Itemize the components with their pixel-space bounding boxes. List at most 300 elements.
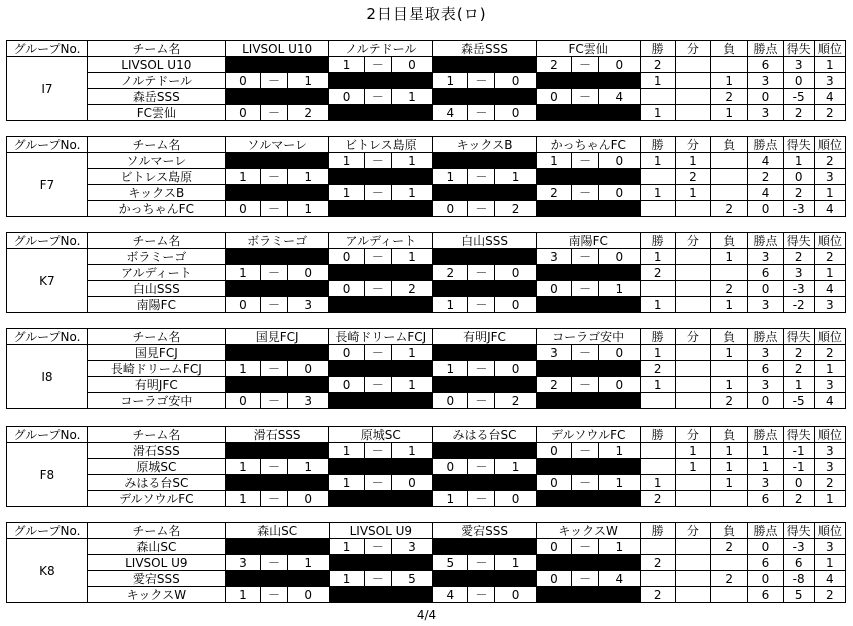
- team-name: 森岳SSS: [87, 89, 225, 105]
- stat-wins: 1: [640, 345, 675, 361]
- stat-rank: 3: [814, 297, 845, 313]
- team-name: 原城SC: [87, 459, 225, 475]
- header-rank: 順位: [814, 427, 845, 443]
- score-dash: －: [261, 491, 288, 507]
- team-row: [7, 345, 846, 361]
- blank-cell: [433, 539, 537, 555]
- score-for: 0: [225, 73, 260, 89]
- score-dash: －: [572, 475, 599, 491]
- stat-draws: [675, 475, 710, 491]
- stat-goal-diff: 3: [783, 265, 814, 281]
- stat-wins: [640, 459, 675, 475]
- header-opponent: アルディート: [329, 233, 433, 249]
- stat-points: 6: [748, 491, 783, 507]
- blank-cell: [329, 105, 433, 121]
- stat-rank: 1: [814, 555, 845, 571]
- header-loss: 負: [711, 41, 748, 57]
- blank-cell: [225, 539, 329, 555]
- stat-losses: 1: [711, 73, 748, 89]
- stat-rank: 3: [814, 73, 845, 89]
- team-name: 南陽FC: [87, 297, 225, 313]
- blank-cell: [536, 265, 640, 281]
- stat-losses: [711, 153, 748, 169]
- group-table: [6, 136, 846, 217]
- stat-goal-diff: -3: [783, 539, 814, 555]
- team-row: [7, 393, 846, 409]
- stat-wins: 1: [640, 377, 675, 393]
- team-name: 愛宕SSS: [87, 571, 225, 587]
- stat-losses: 1: [711, 459, 748, 475]
- stat-goal-diff: -5: [783, 89, 814, 105]
- stat-points: 3: [748, 345, 783, 361]
- score-dash: －: [572, 571, 599, 587]
- team-row: [7, 89, 846, 105]
- stat-draws: 1: [675, 185, 710, 201]
- team-name: 森山SC: [87, 539, 225, 555]
- stat-draws: 1: [675, 459, 710, 475]
- header-opponent: ビトレス島原: [329, 137, 433, 153]
- header-row: [7, 329, 846, 345]
- score-against: 0: [599, 249, 641, 265]
- stat-points: 6: [748, 555, 783, 571]
- score-against: 0: [288, 361, 329, 377]
- header-points: 勝点: [748, 329, 783, 345]
- score-dash: －: [364, 57, 391, 73]
- header-opponent: ソルマーレ: [225, 137, 329, 153]
- score-against: 5: [391, 571, 432, 587]
- stat-losses: 2: [711, 393, 748, 409]
- team-row: [7, 153, 846, 169]
- score-against: 1: [599, 281, 641, 297]
- header-draw: 分: [675, 523, 710, 539]
- blank-cell: [433, 249, 537, 265]
- header-rank: 順位: [814, 329, 845, 345]
- stat-draws: [675, 73, 710, 89]
- score-for: 1: [433, 169, 468, 185]
- blank-cell: [536, 393, 640, 409]
- blank-cell: [225, 443, 329, 459]
- score-against: 1: [287, 169, 328, 185]
- score-for: 2: [433, 265, 468, 281]
- score-against: 0: [599, 185, 641, 201]
- stat-goal-diff: -1: [783, 443, 814, 459]
- header-group: グループNo.: [7, 523, 88, 539]
- group-id: F8: [7, 443, 88, 507]
- blank-cell: [433, 475, 537, 491]
- stat-wins: [640, 169, 675, 185]
- stat-rank: 2: [814, 153, 845, 169]
- score-dash: －: [572, 377, 599, 393]
- blank-cell: [536, 201, 640, 217]
- score-against: 4: [599, 571, 640, 587]
- stat-goal-diff: 2: [783, 345, 814, 361]
- group-id: I8: [7, 345, 88, 409]
- stat-points: 4: [748, 185, 783, 201]
- score-for: 1: [433, 297, 468, 313]
- header-row: [7, 137, 846, 153]
- stat-wins: 2: [640, 587, 675, 603]
- score-against: 1: [495, 459, 537, 475]
- team-name: ビトレス島原: [87, 169, 225, 185]
- stat-points: 3: [748, 105, 783, 121]
- group-table: [6, 426, 846, 507]
- score-against: 1: [495, 555, 536, 571]
- header-team: チーム名: [87, 427, 225, 443]
- stat-rank: 4: [814, 571, 845, 587]
- stat-points: 3: [748, 73, 783, 89]
- score-for: 1: [329, 153, 364, 169]
- score-for: 0: [433, 459, 468, 475]
- group-id: K8: [7, 539, 88, 603]
- blank-cell: [329, 361, 433, 377]
- blank-cell: [433, 185, 537, 201]
- team-name: ボラミーゴ: [87, 249, 225, 265]
- blank-cell: [329, 297, 433, 313]
- score-for: 0: [536, 281, 571, 297]
- team-name: デルソウルFC: [87, 491, 225, 507]
- blank-cell: [225, 249, 329, 265]
- header-points: 勝点: [748, 427, 783, 443]
- stat-losses: 1: [711, 443, 748, 459]
- header-goal-diff: 得失: [783, 427, 814, 443]
- group-table: [6, 40, 846, 121]
- blank-cell: [433, 281, 537, 297]
- score-dash: －: [572, 249, 599, 265]
- stat-losses: [711, 265, 748, 281]
- group-table: [6, 522, 846, 603]
- team-row: [7, 443, 846, 459]
- header-goal-diff: 得失: [783, 233, 814, 249]
- stat-points: 4: [748, 153, 783, 169]
- stat-goal-diff: 6: [783, 555, 814, 571]
- score-for: 1: [536, 153, 571, 169]
- blank-cell: [433, 57, 537, 73]
- stat-rank: 1: [814, 185, 845, 201]
- score-against: 0: [287, 265, 329, 281]
- stat-wins: [640, 393, 675, 409]
- score-for: 1: [329, 443, 364, 459]
- header-win: 勝: [640, 137, 675, 153]
- score-dash: －: [261, 555, 288, 571]
- team-name: 滑石SSS: [87, 443, 225, 459]
- score-dash: －: [261, 587, 288, 603]
- score-dash: －: [468, 73, 495, 89]
- stat-wins: [640, 201, 675, 217]
- header-opponent: FC雲仙: [536, 41, 640, 57]
- stat-losses: [711, 491, 748, 507]
- team-name: 白山SSS: [87, 281, 225, 297]
- score-dash: －: [572, 539, 599, 555]
- score-for: 1: [329, 57, 364, 73]
- score-against: 1: [391, 443, 433, 459]
- stat-goal-diff: 2: [783, 185, 814, 201]
- header-loss: 負: [711, 329, 748, 345]
- stat-losses: 1: [711, 475, 748, 491]
- score-against: 0: [495, 265, 536, 281]
- header-team: チーム名: [87, 233, 225, 249]
- score-against: 0: [288, 587, 330, 603]
- stat-wins: [640, 539, 675, 555]
- score-against: 1: [599, 475, 640, 491]
- blank-cell: [329, 555, 433, 571]
- score-dash: －: [468, 491, 495, 507]
- score-dash: －: [364, 539, 391, 555]
- stat-goal-diff: 3: [783, 57, 814, 73]
- stat-goal-diff: 0: [783, 169, 814, 185]
- team-row: [7, 57, 846, 73]
- header-points: 勝点: [748, 137, 783, 153]
- score-dash: －: [261, 265, 288, 281]
- header-group: グループNo.: [7, 137, 88, 153]
- header-opponent: 森岳SSS: [433, 41, 537, 57]
- blank-cell: [225, 475, 329, 491]
- score-against: 0: [495, 361, 536, 377]
- stat-losses: 2: [711, 539, 748, 555]
- header-opponent: デルソウルFC: [536, 427, 640, 443]
- header-group: グループNo.: [7, 427, 88, 443]
- score-dash: －: [364, 89, 391, 105]
- score-dash: －: [468, 265, 495, 281]
- header-draw: 分: [675, 233, 710, 249]
- score-dash: －: [364, 281, 391, 297]
- stat-points: 3: [748, 249, 783, 265]
- blank-cell: [225, 571, 329, 587]
- stat-draws: [675, 571, 710, 587]
- header-goal-diff: 得失: [783, 523, 814, 539]
- header-win: 勝: [640, 41, 675, 57]
- header-loss: 負: [711, 137, 748, 153]
- stat-wins: 1: [640, 73, 675, 89]
- header-goal-diff: 得失: [783, 41, 814, 57]
- team-name: コーラゴ安中: [87, 393, 225, 409]
- team-row: [7, 555, 846, 571]
- score-for: 1: [225, 361, 260, 377]
- score-dash: －: [261, 393, 288, 409]
- score-against: 0: [599, 377, 641, 393]
- stat-rank: 2: [814, 249, 845, 265]
- score-dash: －: [261, 73, 288, 89]
- score-against: 1: [391, 153, 433, 169]
- group-id: K7: [7, 249, 88, 313]
- team-row: [7, 73, 846, 89]
- score-dash: －: [364, 185, 391, 201]
- score-dash: －: [364, 377, 391, 393]
- blank-cell: [536, 361, 640, 377]
- team-row: [7, 571, 846, 587]
- stat-rank: 3: [814, 459, 845, 475]
- score-for: 1: [329, 475, 364, 491]
- score-against: 0: [599, 345, 641, 361]
- stat-draws: [675, 265, 710, 281]
- blank-cell: [225, 153, 329, 169]
- group-table: [6, 328, 846, 409]
- header-opponent: LIVSOL U9: [329, 523, 433, 539]
- header-opponent: ボラミーゴ: [225, 233, 329, 249]
- stat-wins: 1: [640, 105, 675, 121]
- score-dash: －: [572, 345, 599, 361]
- stat-losses: 2: [711, 89, 748, 105]
- blank-cell: [536, 105, 640, 121]
- score-against: 1: [391, 345, 432, 361]
- score-dash: －: [572, 443, 599, 459]
- score-dash: －: [364, 475, 391, 491]
- score-for: 0: [225, 297, 260, 313]
- score-for: 4: [433, 105, 468, 121]
- header-loss: 負: [711, 523, 748, 539]
- blank-cell: [536, 459, 640, 475]
- header-row: [7, 41, 846, 57]
- header-opponent: 森山SC: [225, 523, 329, 539]
- team-name: 長崎ドリームFCJ: [87, 361, 225, 377]
- stat-rank: 3: [814, 443, 845, 459]
- stat-rank: 4: [814, 281, 845, 297]
- stat-rank: 3: [814, 539, 845, 555]
- score-for: 0: [433, 393, 468, 409]
- stat-rank: 3: [814, 377, 845, 393]
- blank-cell: [536, 297, 640, 313]
- score-for: 3: [225, 555, 260, 571]
- score-for: 0: [536, 475, 571, 491]
- stat-wins: 1: [640, 153, 675, 169]
- score-for: 3: [536, 345, 571, 361]
- stat-draws: [675, 393, 710, 409]
- score-against: 1: [391, 249, 433, 265]
- stat-wins: [640, 281, 675, 297]
- header-opponent: 南陽FC: [536, 233, 640, 249]
- score-for: 3: [536, 249, 571, 265]
- stat-rank: 4: [814, 393, 845, 409]
- score-for: 1: [225, 587, 260, 603]
- stat-wins: 2: [640, 361, 675, 377]
- team-row: [7, 169, 846, 185]
- team-row: [7, 201, 846, 217]
- stat-goal-diff: 2: [783, 105, 814, 121]
- score-for: 1: [433, 491, 468, 507]
- team-name: FC雲仙: [87, 105, 225, 121]
- score-dash: －: [572, 153, 599, 169]
- team-row: [7, 361, 846, 377]
- header-row: [7, 523, 846, 539]
- stat-draws: [675, 297, 710, 313]
- header-team: チーム名: [87, 137, 225, 153]
- team-row: [7, 105, 846, 121]
- team-row: [7, 587, 846, 603]
- score-dash: －: [572, 185, 599, 201]
- score-dash: －: [468, 361, 495, 377]
- score-dash: －: [364, 571, 391, 587]
- stat-wins: 1: [640, 249, 675, 265]
- header-opponent: 有明JFC: [433, 329, 537, 345]
- stat-points: 1: [748, 459, 783, 475]
- score-for: 0: [536, 539, 571, 555]
- blank-cell: [329, 73, 433, 89]
- header-draw: 分: [675, 137, 710, 153]
- score-dash: －: [468, 201, 495, 217]
- header-win: 勝: [640, 523, 675, 539]
- blank-cell: [536, 491, 640, 507]
- score-against: 3: [391, 539, 432, 555]
- score-against: 0: [391, 475, 433, 491]
- page-number: 4/4: [416, 608, 437, 622]
- blank-cell: [433, 89, 537, 105]
- team-row: [7, 265, 846, 281]
- stat-losses: 1: [711, 105, 748, 121]
- score-against: 4: [599, 89, 641, 105]
- score-for: 0: [536, 443, 571, 459]
- stat-rank: 4: [814, 201, 845, 217]
- header-loss: 負: [711, 233, 748, 249]
- score-for: 0: [225, 105, 260, 121]
- header-rank: 順位: [814, 523, 845, 539]
- stat-draws: 1: [675, 443, 710, 459]
- score-against: 0: [495, 587, 536, 603]
- group-id: F7: [7, 153, 88, 217]
- team-row: [7, 281, 846, 297]
- blank-cell: [225, 89, 329, 105]
- team-name: アルディート: [87, 265, 225, 281]
- stat-losses: 1: [711, 345, 748, 361]
- header-rank: 順位: [814, 137, 845, 153]
- score-dash: －: [468, 105, 495, 121]
- score-against: 1: [391, 89, 432, 105]
- team-row: [7, 249, 846, 265]
- header-rank: 順位: [814, 233, 845, 249]
- stat-goal-diff: 0: [783, 73, 814, 89]
- stat-draws: [675, 281, 710, 297]
- stat-goal-diff: 5: [783, 587, 814, 603]
- stat-draws: [675, 377, 710, 393]
- header-loss: 負: [711, 427, 748, 443]
- score-for: 0: [536, 571, 571, 587]
- stat-rank: 2: [814, 587, 845, 603]
- score-dash: －: [468, 587, 495, 603]
- stat-rank: 4: [814, 89, 845, 105]
- stat-draws: [675, 105, 710, 121]
- team-row: [7, 539, 846, 555]
- blank-cell: [433, 443, 537, 459]
- team-name: キックスB: [87, 185, 225, 201]
- header-opponent: 愛宕SSS: [433, 523, 537, 539]
- header-group: グループNo.: [7, 41, 88, 57]
- blank-cell: [329, 201, 433, 217]
- blank-cell: [433, 345, 537, 361]
- stat-goal-diff: 0: [783, 475, 814, 491]
- stat-goal-diff: 1: [783, 153, 814, 169]
- stat-wins: 1: [640, 475, 675, 491]
- score-against: 2: [391, 281, 433, 297]
- team-name: 有明JFC: [87, 377, 225, 393]
- score-for: 1: [433, 73, 468, 89]
- stat-wins: [640, 571, 675, 587]
- stat-wins: [640, 89, 675, 105]
- stat-losses: 1: [711, 297, 748, 313]
- team-name: キックスW: [87, 587, 225, 603]
- blank-cell: [536, 73, 640, 89]
- team-name: LIVSOL U9: [87, 555, 225, 571]
- header-win: 勝: [640, 233, 675, 249]
- team-row: [7, 475, 846, 491]
- header-points: 勝点: [748, 233, 783, 249]
- stat-losses: [711, 57, 748, 73]
- stat-rank: 2: [814, 345, 845, 361]
- stat-rank: 1: [814, 361, 845, 377]
- stat-losses: 1: [711, 249, 748, 265]
- stat-goal-diff: -2: [783, 297, 814, 313]
- score-against: 1: [287, 201, 328, 217]
- stat-draws: [675, 345, 710, 361]
- stat-rank: 1: [814, 57, 845, 73]
- header-win: 勝: [640, 329, 675, 345]
